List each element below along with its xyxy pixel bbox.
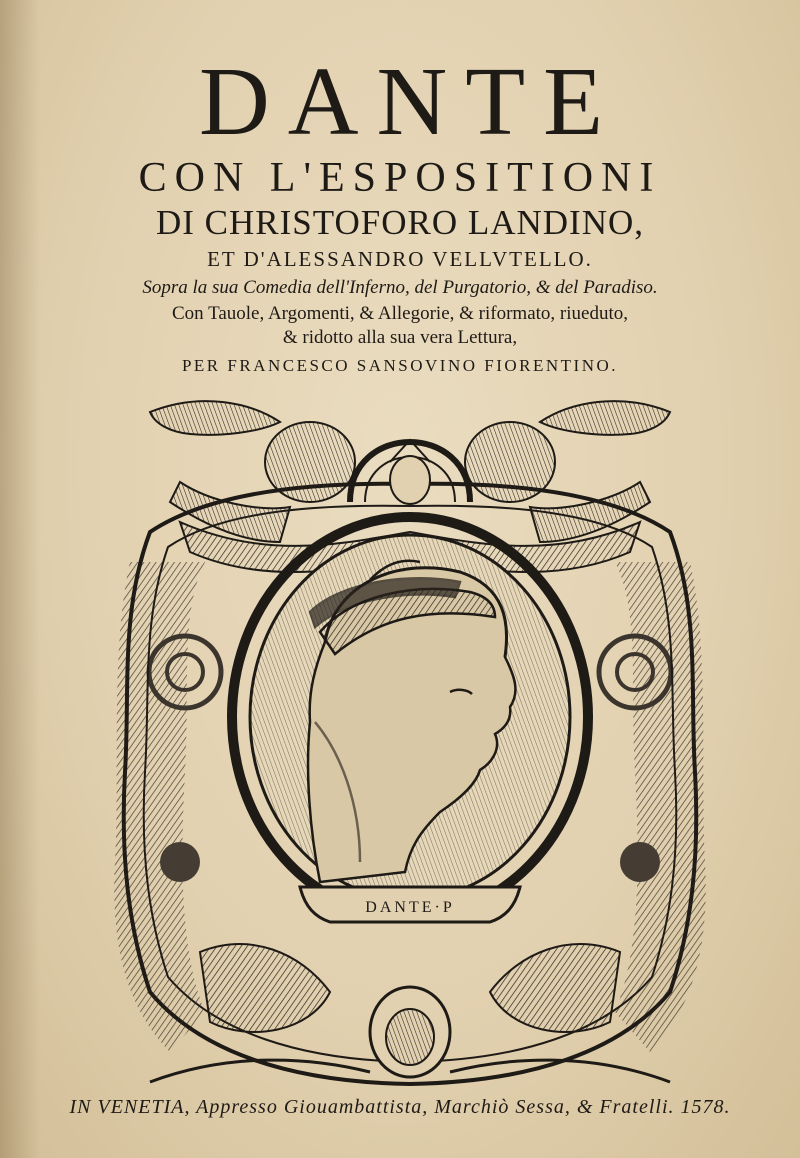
plaque-text: DANTE·P: [365, 899, 455, 916]
portrait-plaque: [300, 887, 520, 922]
title-block: [0, 48, 800, 382]
reading-line: & ridotto alla sua vera Lettura,: [282, 327, 518, 348]
commentator-landino: DI CHRISTOFORO LANDINO,: [155, 203, 645, 242]
commentator-vellutello: ET D'ALESSANDRO VELLVTELLO.: [207, 247, 593, 271]
top-arch: [350, 440, 470, 504]
contents-line: Con Tauole, Argomenti, & Allegorie, & riformato, riueduto,: [171, 303, 628, 324]
bottom-ornament: [150, 944, 670, 1082]
imprint: IN VENETIA, Appresso Giouambattista, Marchiò Sessa, & Fratelli. 1578.: [69, 1096, 731, 1118]
subtitle-line: CON L'ESPOSITIONI: [138, 155, 662, 201]
description-italic: Sopra la sua Comedia dell'Inferno, del Purgatorio, & del Paradiso.: [142, 277, 658, 298]
portrait-woodcut: [110, 392, 710, 1104]
main-title: DANTE: [198, 48, 622, 156]
editor-line: PER FRANCESCO SANSOVINO FIORENTINO.: [181, 356, 619, 375]
